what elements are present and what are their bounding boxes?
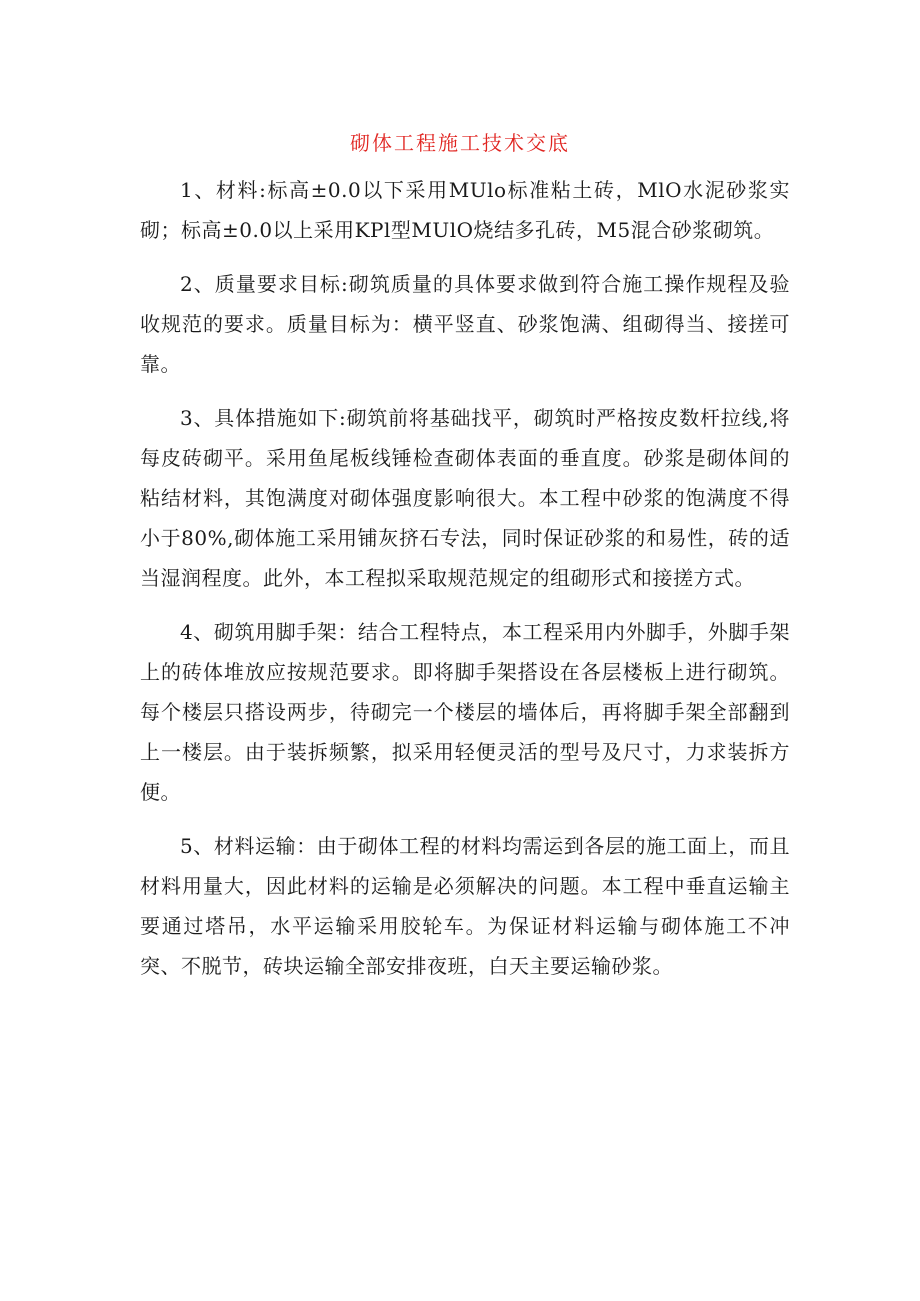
document-title: 砌体工程施工技术交底 bbox=[350, 131, 570, 155]
paragraph-scaffolding: 4、砌筑用脚手架：结合工程特点，本工程采用内外脚手，外脚手架上的砖体堆放应按规范要求。即将脚手架搭设在各层楼板上进行砌筑。每个楼层只搭设两步，待砌完一个楼层的墙体后，再将脚手架全部翻到上一楼层。由于装拆频繁，拟采用轻便灵活的型号及尺寸，力求装拆方便。 bbox=[140, 620, 790, 804]
document-body bbox=[140, 170, 790, 1000]
paragraph-measures: 3、具体措施如下:砌筑前将基础找平，砌筑时严格按皮数杆拉线,将每皮砖砌平。采用鱼尾板线锤检查砌体表面的垂直度。砂浆是砌体间的粘结材料，其饱满度对砌体强度影响很大。本工程中砂浆的饱满度不得小于80%,砌体施工采用铺灰挤石专法，同时保证砂浆的和易性，砖的适当湿润程度。此外，本工程拟采取规范规定的组砌形式和接搓方式。 bbox=[140, 406, 790, 590]
paragraph-quality-goals: 2、质量要求目标:砌筑质量的具体要求做到符合施工操作规程及验收规范的要求。质量目标为：横平竖直、砂浆饱满、组砌得当、接搓可靠。 bbox=[140, 272, 790, 376]
paragraph-materials: 1、材料:标高±0.0以下采用MUlo标准粘土砖，MlO水泥砂浆实砌；标高±0.0以上采用KPl型MUlO烧结多孔砖，M5混合砂浆砌筑。 bbox=[140, 178, 790, 242]
paragraph-transport: 5、材料运输：由于砌体工程的材料均需运到各层的施工面上，而且材料用量大，因此材料的运输是必须解决的问题。本工程中垂直运输主要通过塔吊，水平运输采用胶轮车。为保证材料运输与砌体施工不冲突、不脱节，砖块运输全部安排夜班，白天主要运输砂浆。 bbox=[140, 834, 790, 978]
